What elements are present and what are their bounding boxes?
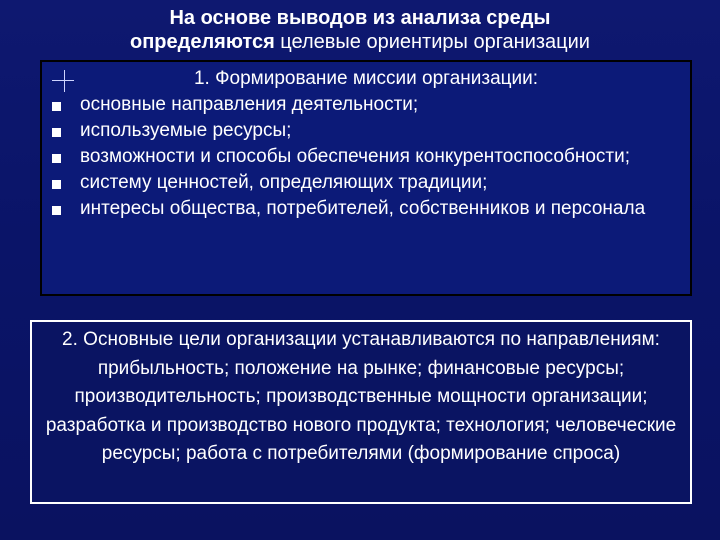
list-item-text: основные направления деятельности; <box>80 94 419 115</box>
mission-box <box>40 60 692 296</box>
goals-box <box>30 320 692 504</box>
goals-text: 2. Основные цели организации устанавливаются по направлениям: прибыльность; положение на рынке; финансовые ресурсы; производительность; производственные мощности организации; разработка и производство нового продукта; технология; человеческие ресурсы; работа с потребителями (формирование спроса) <box>45 329 677 464</box>
slide-title <box>0 6 720 54</box>
mission-heading: 1. Формирование миссии организации: <box>193 68 539 89</box>
list-item <box>48 198 678 220</box>
title-line-1: На основе выводов из анализа среды <box>169 7 551 29</box>
crosshair-horizontal-line <box>52 80 74 81</box>
square-bullet-icon <box>52 206 61 215</box>
square-bullet-icon <box>52 180 61 189</box>
list-item-text: систему ценностей, определяющих традиции; <box>80 172 488 193</box>
title-line-2-rest: целевые ориентиры организации <box>274 31 590 53</box>
title-bold-word: определяются <box>130 31 275 53</box>
list-item <box>48 146 678 168</box>
mission-bullet-list <box>48 94 678 224</box>
title-line-2 <box>0 30 720 54</box>
list-item-text: интересы общества, потребителей, собственников и персонала <box>80 198 646 219</box>
list-item <box>48 172 678 194</box>
square-bullet-icon <box>52 154 61 163</box>
list-item-text: возможности и способы обеспечения конкурентоспособности; <box>80 146 630 167</box>
square-bullet-icon <box>52 102 61 111</box>
list-item <box>48 120 678 142</box>
list-item-text: используемые ресурсы; <box>80 120 292 141</box>
square-bullet-icon <box>52 128 61 137</box>
crosshair-vertical-line <box>64 70 65 92</box>
list-item <box>48 94 678 116</box>
